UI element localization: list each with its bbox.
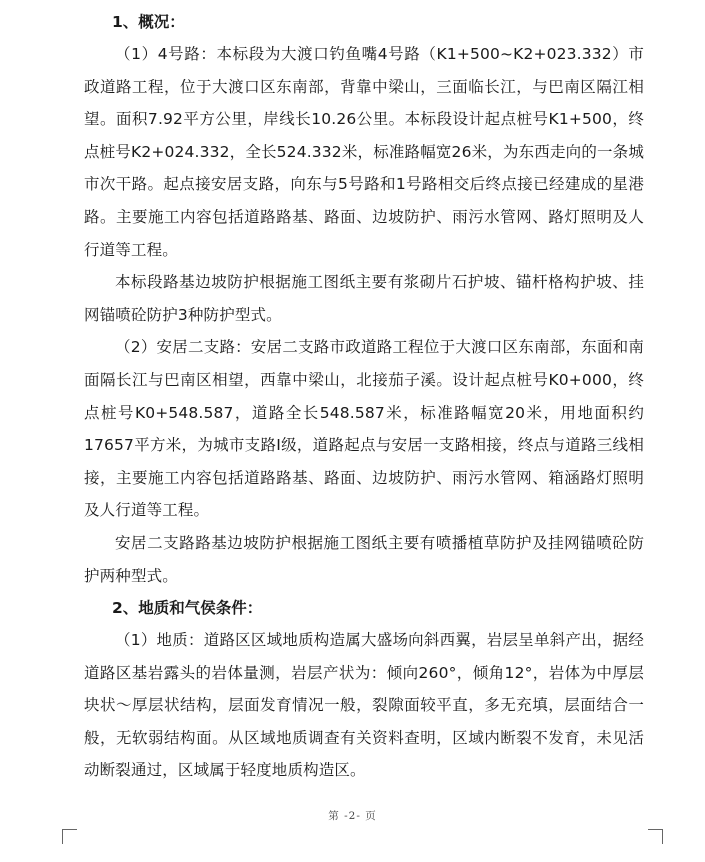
paragraph-anju-branch-2-slope: 安居二支路路基边坡防护根据施工图纸主要有喷播植草防护及挂网锚喷砼防护两种型式。	[84, 533, 644, 585]
paragraph-anju-branch-2: （2）安居二支路：安居二支路市政道路工程位于大渡口区东南部，东面和南面隔长江与巴南区相望，西靠中梁山，北接茄子溪。设计起点桩号K0+000，终点桩号K0+548.587，道路全长548.587米，标准路幅宽20米，用地面积约17657平方米，为城市支路Ⅰ级，道路起点与安居一支路相接，终点与道路三线相接，主要施工内容包括道路路基、路面、边坡防护、雨污水管网、箱涵路灯照明及人行道等工程。	[84, 338, 644, 520]
section-heading-geology-climate: 2、地质和气侯条件：	[112, 599, 263, 618]
crop-mark-bottom-right	[648, 829, 663, 844]
section-heading-overview: 1、概况：	[112, 13, 185, 31]
crop-mark-bottom-left	[62, 829, 77, 844]
document-body	[84, 6, 644, 787]
paragraph-road-4-slope: 本标段路基边坡防护根据施工图纸主要有浆砌片石护坡、锚杆格构护坡、挂网锚喷砼防护3种防护型式。	[84, 273, 644, 324]
paragraph-geology: （1）地质：道路区区域地质构造属大盛场向斜西翼，岩层呈单斜产出，据经道路区基岩露头的岩体量测，岩层产状为：倾向260°，倾角12°，岩体为中厚层块状～厚层状结构，层面发育情况一般，裂隙面较平直，多无充填，层面结合一般，无软弱结构面。从区域地质调查有关资料查明，区域内断裂不发育，未见活动断裂通过，区域属于轻度地质构造区。	[84, 631, 644, 780]
paragraph-road-4: （1）4号路：本标段为大渡口钓鱼嘴4号路（K1+500~K2+023.332）市政道路工程，位于大渡口区东南部，背靠中梁山，三面临长江，与巴南区隔江相望。面积7.92平方公里，岸线长10.26公里。本标段设计起点桩号K1+500，终点桩号K2+024.332，全长524.332米，标准路幅宽26米，为东西走向的一条城市次干路。起点接安居支路，向东与5号路和1号路相交后终点接已经建成的星港路。主要施工内容包括道路路基、路面、边坡防护、雨污水管网、路灯照明及人行道等工程。	[84, 45, 644, 259]
page-number: 第 -2- 页	[328, 810, 377, 822]
